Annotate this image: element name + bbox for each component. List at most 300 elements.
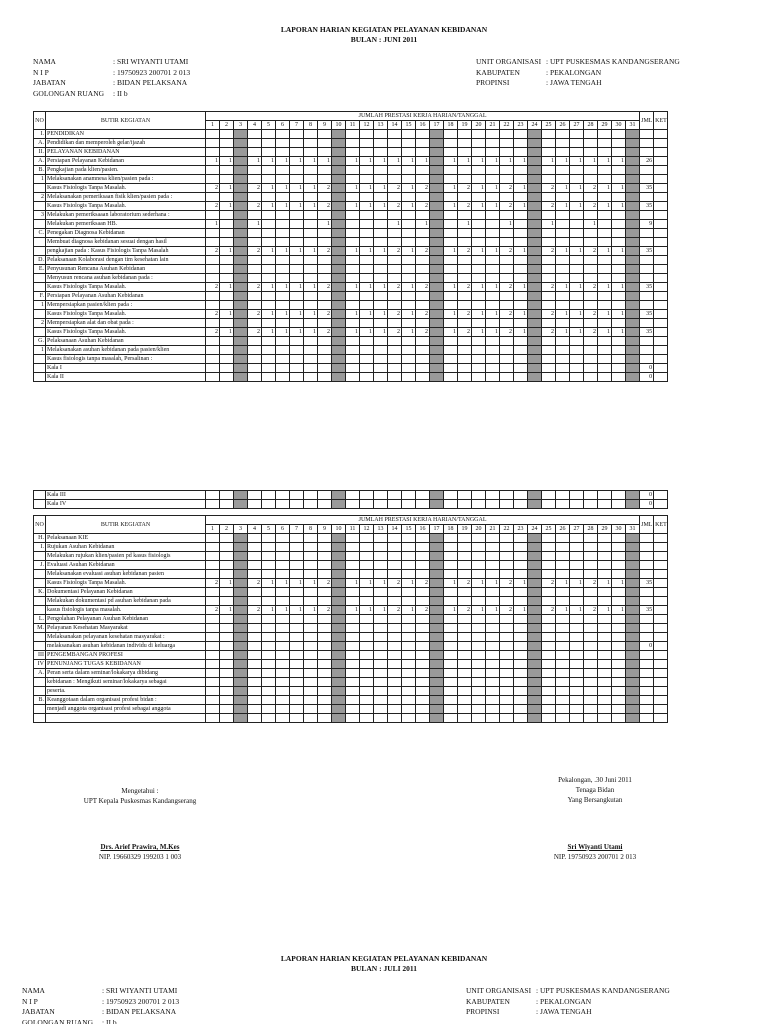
- row-no: 1: [34, 301, 46, 310]
- row-day-value: [220, 337, 234, 346]
- row-day-value: [374, 238, 388, 247]
- row-day-value: [402, 364, 416, 373]
- row-day-value: [388, 355, 402, 364]
- row-day-value: [332, 705, 346, 714]
- row-day-value: [528, 597, 542, 606]
- row-activity: Evaluasi Asuhan Kebidanan: [46, 561, 206, 570]
- row-day-value: [402, 274, 416, 283]
- row-day-value: [276, 139, 290, 148]
- row-day-value: 2: [248, 202, 262, 211]
- row-day-value: [360, 534, 374, 543]
- row-day-value: [626, 337, 640, 346]
- row-day-value: [234, 364, 248, 373]
- row-day-value: [458, 211, 472, 220]
- row-day-value: [206, 274, 220, 283]
- row-day-value: [472, 265, 486, 274]
- row-day-value: [458, 148, 472, 157]
- row-day-value: [626, 247, 640, 256]
- row-no: III: [34, 651, 46, 660]
- row-day-value: [360, 660, 374, 669]
- signature-right-block: [520, 842, 670, 862]
- row-ket: [654, 202, 668, 211]
- row-day-value: [528, 175, 542, 184]
- row-day-value: [416, 337, 430, 346]
- row-activity: PENGEMBANGAN PROFESI: [46, 651, 206, 660]
- row-jml: 35: [640, 579, 654, 588]
- row-day-value: [556, 292, 570, 301]
- header-day: 19: [458, 525, 472, 534]
- row-day-value: 1: [444, 157, 458, 166]
- row-day-value: [570, 642, 584, 651]
- row-day-value: [318, 193, 332, 202]
- row-day-value: 1: [472, 328, 486, 337]
- row-day-value: [332, 346, 346, 355]
- row-day-value: [500, 705, 514, 714]
- table-row: [34, 229, 668, 238]
- row-day-value: [304, 642, 318, 651]
- row-day-value: [304, 597, 318, 606]
- row-activity: [46, 714, 206, 723]
- row-day-value: 1: [206, 220, 220, 229]
- row-day-value: [500, 319, 514, 328]
- row-day-value: [346, 597, 360, 606]
- row-day-value: 1: [486, 579, 500, 588]
- row-day-value: [402, 175, 416, 184]
- row-day-value: [416, 651, 430, 660]
- row-day-value: [598, 166, 612, 175]
- row-ket: [654, 166, 668, 175]
- row-day-value: [430, 256, 444, 265]
- row-day-value: [332, 265, 346, 274]
- row-day-value: [220, 148, 234, 157]
- row-day-value: 2: [388, 328, 402, 337]
- row-jml: [640, 265, 654, 274]
- row-day-value: [290, 148, 304, 157]
- row-day-value: [542, 687, 556, 696]
- row-no: M.: [34, 624, 46, 633]
- row-day-value: [206, 696, 220, 705]
- row-day-value: [388, 597, 402, 606]
- header-day: 10: [332, 121, 346, 130]
- report-title-text: LAPORAN HARIAN KEGIATAN PELAYANAN KEBIDANAN: [280, 25, 488, 34]
- row-day-value: [346, 633, 360, 642]
- row-ket: [654, 328, 668, 337]
- row-day-value: [220, 139, 234, 148]
- row-day-value: [304, 660, 318, 669]
- row-day-value: [444, 139, 458, 148]
- table-row: [34, 615, 668, 624]
- table-row: [34, 283, 668, 292]
- row-day-value: [430, 561, 444, 570]
- row-day-value: [304, 633, 318, 642]
- row-day-value: 1: [486, 606, 500, 615]
- row-day-value: [500, 660, 514, 669]
- row-day-value: [304, 696, 318, 705]
- row-day-value: [360, 292, 374, 301]
- row-day-value: [290, 211, 304, 220]
- row-day-value: [626, 678, 640, 687]
- row-day-value: 1: [360, 328, 374, 337]
- row-day-value: 1: [304, 184, 318, 193]
- row-day-value: [276, 570, 290, 579]
- row-day-value: [486, 229, 500, 238]
- row-day-value: [472, 687, 486, 696]
- row-no: [34, 283, 46, 292]
- row-day-value: [304, 669, 318, 678]
- table-header-row: [34, 516, 668, 525]
- row-day-value: [304, 678, 318, 687]
- header-day: 1: [206, 121, 220, 130]
- row-day-value: 2: [206, 283, 220, 292]
- row-day-value: [388, 139, 402, 148]
- row-day-value: [374, 211, 388, 220]
- row-day-value: [248, 543, 262, 552]
- row-day-value: [360, 355, 374, 364]
- row-day-value: [402, 193, 416, 202]
- row-day-value: [542, 193, 556, 202]
- row-day-value: [332, 211, 346, 220]
- row-day-value: [290, 364, 304, 373]
- row-ket: [654, 651, 668, 660]
- row-ket: [654, 543, 668, 552]
- row-day-value: [304, 292, 318, 301]
- row-day-value: [556, 552, 570, 561]
- row-day-value: [458, 552, 472, 561]
- row-day-value: 1: [402, 184, 416, 193]
- row-day-value: [402, 256, 416, 265]
- row-day-value: [458, 669, 472, 678]
- row-day-value: [570, 346, 584, 355]
- row-day-value: [262, 319, 276, 328]
- row-day-value: 1: [220, 184, 234, 193]
- row-day-value: 1: [304, 328, 318, 337]
- row-jml: 35: [640, 202, 654, 211]
- row-day-value: [472, 256, 486, 265]
- row-day-value: [374, 346, 388, 355]
- row-day-value: [220, 588, 234, 597]
- row-day-value: 1: [486, 157, 500, 166]
- header-day: 24: [528, 121, 542, 130]
- row-day-value: [528, 588, 542, 597]
- row-day-value: [430, 148, 444, 157]
- row-ket: [654, 283, 668, 292]
- row-day-value: 1: [472, 247, 486, 256]
- row-day-value: [318, 534, 332, 543]
- row-day-value: [402, 687, 416, 696]
- table-row: [34, 705, 668, 714]
- header-day: 24: [528, 525, 542, 534]
- row-day-value: [598, 319, 612, 328]
- row-day-value: [500, 373, 514, 382]
- row-day-value: [332, 579, 346, 588]
- header-ket: KET: [654, 112, 668, 130]
- row-day-value: [570, 166, 584, 175]
- row-day-value: [388, 301, 402, 310]
- row-day-value: 2: [500, 184, 514, 193]
- row-day-value: [584, 543, 598, 552]
- row-day-value: [332, 651, 346, 660]
- row-day-value: [430, 319, 444, 328]
- row-day-value: [262, 229, 276, 238]
- row-day-value: [206, 301, 220, 310]
- row-ket: [654, 337, 668, 346]
- row-day-value: [206, 148, 220, 157]
- row-day-value: [528, 301, 542, 310]
- row-no: I.: [34, 543, 46, 552]
- row-day-value: [542, 660, 556, 669]
- header-jumlah: JUMLAH PRESTASI KERJA HARIAN/TANGGAL: [206, 112, 640, 121]
- row-day-value: [458, 570, 472, 579]
- row-day-value: [556, 337, 570, 346]
- row-day-value: [248, 373, 262, 382]
- row-day-value: [248, 148, 262, 157]
- info-label: N I P: [33, 67, 49, 77]
- row-ket: [654, 705, 668, 714]
- row-day-value: [234, 283, 248, 292]
- row-day-value: [332, 220, 346, 229]
- row-day-value: 1: [444, 328, 458, 337]
- header-day: 13: [374, 121, 388, 130]
- row-activity: PELAYANAN KEBIDANAN: [46, 148, 206, 157]
- row-day-value: 1: [262, 157, 276, 166]
- row-day-value: 2: [248, 310, 262, 319]
- row-day-value: [374, 373, 388, 382]
- row-day-value: [528, 364, 542, 373]
- table-row: [34, 696, 668, 705]
- row-day-value: [262, 633, 276, 642]
- row-day-value: [332, 633, 346, 642]
- row-day-value: [626, 491, 640, 500]
- row-day-value: [430, 283, 444, 292]
- header-no: NO: [34, 516, 46, 534]
- row-day-value: [304, 588, 318, 597]
- row-day-value: [234, 696, 248, 705]
- row-day-value: [598, 238, 612, 247]
- info-value: : 19750923 200701 2 013: [113, 67, 191, 77]
- row-day-value: [542, 301, 556, 310]
- row-day-value: [500, 166, 514, 175]
- row-day-value: [430, 633, 444, 642]
- row-day-value: [234, 678, 248, 687]
- row-day-value: [458, 139, 472, 148]
- table-row: [34, 184, 668, 193]
- row-day-value: [584, 292, 598, 301]
- row-day-value: 2: [416, 202, 430, 211]
- row-day-value: [444, 642, 458, 651]
- row-day-value: [262, 364, 276, 373]
- row-day-value: [290, 139, 304, 148]
- row-day-value: [472, 346, 486, 355]
- row-day-value: [402, 633, 416, 642]
- row-day-value: [430, 139, 444, 148]
- header-day: 20: [472, 525, 486, 534]
- row-jml: [640, 337, 654, 346]
- row-jml: [640, 588, 654, 597]
- row-day-value: [556, 148, 570, 157]
- row-day-value: [486, 561, 500, 570]
- row-day-value: 1: [346, 606, 360, 615]
- row-day-value: [514, 552, 528, 561]
- row-day-value: [262, 687, 276, 696]
- row-day-value: [234, 346, 248, 355]
- row-day-value: [486, 319, 500, 328]
- row-day-value: [416, 319, 430, 328]
- row-day-value: [248, 705, 262, 714]
- row-day-value: 1: [444, 283, 458, 292]
- info-value: : II b: [102, 1017, 117, 1024]
- row-day-value: [570, 491, 584, 500]
- row-day-value: [458, 175, 472, 184]
- row-day-value: [542, 714, 556, 723]
- row-day-value: [248, 633, 262, 642]
- row-day-value: [542, 319, 556, 328]
- row-activity: Pendidikan dan memperoleh gelar/ijazah: [46, 139, 206, 148]
- row-day-value: [430, 705, 444, 714]
- row-day-value: [388, 130, 402, 139]
- row-day-value: [318, 669, 332, 678]
- table-row: [34, 157, 668, 166]
- row-day-value: [346, 238, 360, 247]
- row-day-value: 1: [262, 310, 276, 319]
- header-day: 4: [248, 525, 262, 534]
- row-day-value: 1: [598, 283, 612, 292]
- row-day-value: [248, 229, 262, 238]
- row-day-value: [318, 139, 332, 148]
- signature-right-desc: Yang Bersangkutan: [567, 796, 623, 804]
- row-day-value: 1: [346, 283, 360, 292]
- row-day-value: [430, 310, 444, 319]
- row-day-value: [612, 292, 626, 301]
- row-day-value: [430, 500, 444, 509]
- row-activity: Kasus fisiologis tanpa masalah, Persalinan :: [46, 355, 206, 364]
- row-day-value: [528, 624, 542, 633]
- header-day: 30: [612, 121, 626, 130]
- row-day-value: [402, 660, 416, 669]
- row-day-value: 2: [458, 310, 472, 319]
- row-day-value: [248, 130, 262, 139]
- row-day-value: [584, 229, 598, 238]
- row-day-value: [388, 256, 402, 265]
- row-day-value: [472, 642, 486, 651]
- row-day-value: [542, 642, 556, 651]
- row-day-value: [542, 346, 556, 355]
- header-day: 7: [290, 525, 304, 534]
- info-label: GOLONGAN RUANG: [22, 1017, 94, 1024]
- row-day-value: [458, 166, 472, 175]
- row-day-value: 2: [248, 247, 262, 256]
- row-day-value: [262, 139, 276, 148]
- row-day-value: [234, 534, 248, 543]
- row-day-value: [360, 130, 374, 139]
- row-day-value: 1: [472, 184, 486, 193]
- row-day-value: [262, 193, 276, 202]
- row-day-value: [542, 337, 556, 346]
- row-day-value: [570, 175, 584, 184]
- row-day-value: [528, 669, 542, 678]
- row-day-value: [416, 139, 430, 148]
- row-no: [34, 687, 46, 696]
- row-day-value: [444, 696, 458, 705]
- row-day-value: [458, 373, 472, 382]
- row-day-value: 1: [416, 157, 430, 166]
- table-row: [34, 606, 668, 615]
- row-day-value: [486, 633, 500, 642]
- row-day-value: [262, 714, 276, 723]
- row-day-value: [234, 220, 248, 229]
- row-day-value: 1: [514, 328, 528, 337]
- row-day-value: [290, 256, 304, 265]
- row-jml: [640, 597, 654, 606]
- row-day-value: 1: [556, 283, 570, 292]
- row-ket: [654, 292, 668, 301]
- row-day-value: [500, 238, 514, 247]
- row-ket: [654, 696, 668, 705]
- row-day-value: [584, 148, 598, 157]
- row-day-value: [360, 714, 374, 723]
- row-day-value: [248, 274, 262, 283]
- row-day-value: [220, 346, 234, 355]
- row-day-value: [556, 238, 570, 247]
- row-day-value: [514, 696, 528, 705]
- row-day-value: [248, 319, 262, 328]
- row-day-value: [542, 265, 556, 274]
- row-day-value: [234, 184, 248, 193]
- row-day-value: 2: [458, 579, 472, 588]
- row-day-value: [416, 265, 430, 274]
- row-day-value: [528, 130, 542, 139]
- row-day-value: [206, 543, 220, 552]
- row-day-value: 1: [612, 579, 626, 588]
- row-day-value: [248, 660, 262, 669]
- row-day-value: [472, 651, 486, 660]
- row-day-value: [570, 193, 584, 202]
- row-day-value: 1: [374, 283, 388, 292]
- info-label: PROPINSI: [466, 1007, 500, 1016]
- row-day-value: [444, 346, 458, 355]
- row-day-value: [444, 500, 458, 509]
- row-day-value: [416, 570, 430, 579]
- info-nip-2: [22, 997, 179, 1008]
- row-day-value: [388, 561, 402, 570]
- row-day-value: [262, 256, 276, 265]
- row-day-value: [528, 211, 542, 220]
- row-day-value: [570, 534, 584, 543]
- row-day-value: [570, 274, 584, 283]
- row-day-value: [220, 355, 234, 364]
- row-day-value: [234, 148, 248, 157]
- row-ket: [654, 633, 668, 642]
- row-day-value: [612, 355, 626, 364]
- row-day-value: [290, 669, 304, 678]
- row-day-value: [598, 139, 612, 148]
- signature-right-role: Tenaga Bidan: [575, 786, 615, 794]
- row-day-value: [570, 229, 584, 238]
- row-day-value: [556, 346, 570, 355]
- row-day-value: [556, 696, 570, 705]
- row-day-value: [472, 570, 486, 579]
- row-day-value: [206, 500, 220, 509]
- row-day-value: [472, 588, 486, 597]
- row-day-value: [444, 624, 458, 633]
- row-day-value: 2: [388, 579, 402, 588]
- row-day-value: [598, 588, 612, 597]
- row-day-value: [430, 274, 444, 283]
- header-day: 1: [206, 525, 220, 534]
- row-activity: Pengkajian pada klien/pasien.: [46, 166, 206, 175]
- row-day-value: [626, 175, 640, 184]
- row-day-value: [346, 534, 360, 543]
- row-no: 3: [34, 211, 46, 220]
